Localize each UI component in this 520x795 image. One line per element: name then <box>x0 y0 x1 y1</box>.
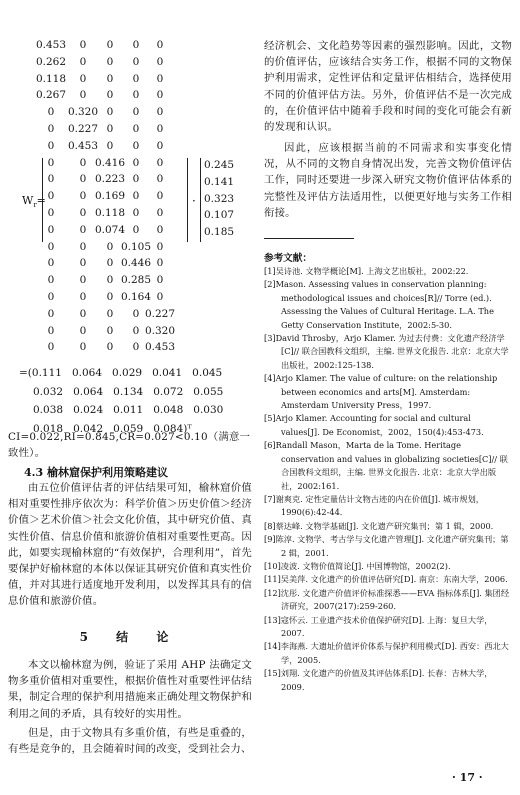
reference-item: [8]蔡达峰. 文物学基础[J]. 文化遗产研究集刊；第 1 辑，2000. <box>264 520 494 531</box>
reference-item: [4]Arjo Klamer. The value of culture: on the relationship between economics and arts[M]. Amsterdam: Amsterdam University Press，1997. <box>264 373 498 411</box>
references-title: 参考文献： <box>264 253 312 264</box>
matrix-cell: 0.223 <box>94 173 126 186</box>
matrix-right-bracket <box>187 158 188 242</box>
matrix-cell: 0 <box>79 291 87 303</box>
matrix-cell: 0 <box>156 55 164 68</box>
matrix-cell: 0.453 <box>67 139 99 152</box>
matrix-cell: 0.267 <box>35 89 67 102</box>
reference-item: [11]吴美萍. 文化遗产的价值评估研究[D]. 南京：东南大学，2006. <box>264 574 508 585</box>
matrix-cell: 0 <box>79 307 87 320</box>
matrix-cell: 0.105 <box>120 240 152 253</box>
matrix-cell: 0 <box>156 173 164 186</box>
ci-line-cont: 致性）。 <box>8 447 46 460</box>
matrix-cell: 0 <box>156 139 164 152</box>
matrix-cell: 0 <box>106 72 114 85</box>
matrix-cell: 0 <box>132 39 140 51</box>
matrix-cell: 0 <box>106 106 114 119</box>
reference-item: [9]陈淳. 文物学、考古学与文化遗产管理[J]. 文化遗产研究集刊；第 2 辑，2001. <box>264 534 509 558</box>
vector-cell: 0.323 <box>204 192 235 205</box>
result-line: =(0.111 0.064 0.029 0.041 0.045 <box>19 367 223 379</box>
section-5-heading: 5 结 论 <box>79 630 181 644</box>
result-line: 0.038 0.024 0.011 0.048 0.030 <box>33 404 224 416</box>
matrix-cell: 0.227 <box>144 307 176 320</box>
weight-matrix <box>0 0 260 370</box>
matrix-cell: 0 <box>106 324 114 337</box>
matrix-cell: 0 <box>79 207 87 219</box>
matrix-cell: 0.227 <box>67 123 99 135</box>
matrix-cell: 0 <box>132 223 140 236</box>
matrix-cell: 0 <box>156 190 164 203</box>
matrix-cell: 0 <box>132 190 140 203</box>
matrix-cell: 0 <box>156 291 164 303</box>
matrix-cell: 0 <box>47 240 55 253</box>
matrix-cell: 0.074 <box>94 223 126 236</box>
matrix-cell: 0 <box>132 324 140 337</box>
matrix-cell: 0 <box>156 89 164 102</box>
matrix-cell: 0 <box>132 55 140 68</box>
matrix-cell: 0 <box>156 240 164 253</box>
matrix-cell: 0 <box>156 207 164 219</box>
matrix-cell: 0 <box>79 324 87 337</box>
reference-item: [2]Mason. Assessing values in conservation planning: methodological issues and choices[R]// Torre (ed.). Assessing the Values of Cultural Heritage. L.A. The Getty Conservation Institute，2002:5-30. <box>264 279 494 330</box>
matrix-cell: 0 <box>156 106 164 119</box>
matrix-cell: 0 <box>156 274 164 287</box>
reference-item: [13]寇怀云. 工业遗产技术价值保护研究[D]. 上海：复旦大学，2007. <box>264 614 493 638</box>
matrix-cell: 0 <box>47 139 55 152</box>
matrix-cell: 0 <box>156 39 164 51</box>
matrix-cell: 0 <box>156 123 164 135</box>
matrix-cell: 0 <box>79 173 87 186</box>
page-number: · 17 · <box>452 771 483 784</box>
matrix-cell: 0 <box>79 274 87 287</box>
consistency-check <box>8 429 258 461</box>
matrix-cell: 0 <box>132 139 140 152</box>
matrix-cell: 0.118 <box>35 72 67 85</box>
matrix-cell: 0 <box>132 156 140 169</box>
matrix-cell: 0 <box>132 72 140 85</box>
matrix-cell: 0 <box>47 106 55 119</box>
references-list <box>264 265 512 694</box>
reference-item: [15]刘翔. 文化遗产的价值及其评估体系[D]. 长春：吉林大学，2009. <box>264 668 493 692</box>
result-vector <box>19 364 223 438</box>
vector-cell: 0.185 <box>204 226 235 239</box>
matrix-cell: 0 <box>47 223 55 236</box>
matrix-cell: 0 <box>47 190 55 203</box>
matrix-cell: 0 <box>47 324 55 337</box>
section-4-3-heading: 4.3 榆林窟保护利用策略建议 <box>24 466 168 479</box>
matrix-cell: 0.416 <box>94 156 126 169</box>
matrix-cell: 0.164 <box>120 291 152 303</box>
matrix-cell: 0 <box>47 274 55 287</box>
section-4-3-paragraph: 由五位价值评估者的评估结果可知，榆林窟价值相对重要性排序依次为：科学价值＞历史价值＞经济价值＞艺术价值＞社会文化价值，其中研究价值、真实性价值、信息价值和旅游价值相对重要性更高。因此，如要实现榆林窟的“有效保护，合理利用”，首先要保护好榆林窟的本体以保证其研究价值和真实性价值，并对其进行适度地开发利用，以发挥其具有的信息价值和旅游价值。 <box>8 482 253 608</box>
matrix-cell: 0.118 <box>94 207 126 219</box>
reference-item: [5]Arjo Klamer. Accounting for social and cultural values[J]. De Economist，2002，150(4):453-473. <box>264 413 484 437</box>
matrix-cell: 0.169 <box>94 190 126 203</box>
matrix-cell: 0 <box>156 72 164 85</box>
matrix-cell: 0.320 <box>67 106 99 119</box>
references-divider <box>264 238 354 239</box>
matrix-cell: 0 <box>79 156 87 169</box>
matrix-cell: 0 <box>106 307 114 320</box>
matrix-cell: 0 <box>47 156 55 169</box>
matrix-cell: 0 <box>79 89 87 102</box>
matrix-cell: 0 <box>106 123 114 135</box>
right-paragraph-1: 经济机会、文化趋势等因素的强烈影响。因此，文物的价值评估，应该结合实务工作，根据不同的文物保护利用需求，定性评估和定量评估相结合，选择使用不同的价值评估方法。另外，价值评估不是一次完成的，在价值评估中随着手段和时间的变化可能会有新的发现和认识。 <box>264 40 512 134</box>
matrix-cell: 0 <box>132 106 140 119</box>
matrix-cell: 0 <box>47 291 55 303</box>
matrix-cell: 0 <box>79 223 87 236</box>
vector-cell: 0.141 <box>204 175 235 188</box>
reference-item: [14]李海燕. 大遗址价值评价体系与保护利用模式[D]. 西安：西北大学，2005. <box>264 641 509 665</box>
reference-item: [6]Randall Mason，Marta de la Tome. Heritage conservation and values in globalizing societies[C]// 联合国教科文组织，主编. 世界文化报告. 北京：北京大学出版社，2002:161. <box>264 440 508 491</box>
dot-operator: · <box>192 194 196 208</box>
vector-left-bracket <box>200 158 201 242</box>
matrix-cell: 0 <box>156 156 164 169</box>
matrix-cell: 0 <box>106 240 114 253</box>
matrix-cell: 0.285 <box>120 274 152 287</box>
matrix-cell: 0 <box>132 307 140 320</box>
conclusion-paragraph-2: 但是，由于文物具有多重价值，有些是重叠的，有些是竞争的，且会随着时间的改变，受到社会力、 <box>8 727 252 756</box>
matrix-cell: 0 <box>106 274 114 287</box>
matrix-cell: 0 <box>79 240 87 253</box>
reference-item: [10]凌波. 文物价值简论[J]. 中国博物馆，2002(2). <box>264 560 451 571</box>
matrix-cell: 0 <box>156 257 164 270</box>
matrix-cell: 0 <box>79 190 87 203</box>
reference-item: [7]谢爽克. 定性定量估计文物古迹的内在价值[J]. 城市规划，1990(6):42-44. <box>264 493 484 518</box>
matrix-cell: 0.453 <box>144 341 176 354</box>
right-paragraph-2: 因此，应该根据当前的不同需求和实事变化情况，从不同的文物自身情况出发，完善文物价值评估工作，同时还要进一步深入研究文物价值评估体系的完整性及评估方法适用性，以便更好地与实务工作相衔接。 <box>264 142 512 219</box>
matrix-cell: 0 <box>79 39 87 51</box>
matrix-cell: 0 <box>132 89 140 102</box>
matrix-cell: 0.320 <box>144 324 176 337</box>
matrix-cell: 0 <box>156 223 164 236</box>
matrix-cell: 0 <box>47 307 55 320</box>
vector-cell: 0.107 <box>204 209 235 222</box>
vector-cell: 0.245 <box>204 159 235 171</box>
matrix-cell: 0 <box>47 341 55 354</box>
matrix-cell: 0 <box>79 257 87 270</box>
matrix-cell: 0.446 <box>120 257 152 270</box>
matrix-label: $W_r=$ <box>22 194 46 210</box>
matrix-cell: 0 <box>47 207 55 219</box>
matrix-cell: 0 <box>132 123 140 135</box>
reference-item: [12]沈彤. 文化遗产价值评价标准探悉——EVA 指标体系[J]. 集团经济研究，2007(217):259-260. <box>264 587 510 612</box>
reference-item: [1]吴诗池. 文物学概论[M]. 上海文艺出版社，2002:22. <box>264 266 469 276</box>
matrix-cell: 0 <box>106 89 114 102</box>
matrix-cell: 0 <box>106 55 114 68</box>
ci-line: CI=0.022,RI=0.845,CR=0.027<0.10（满意一 <box>8 431 251 443</box>
matrix-cell: 0 <box>47 123 55 135</box>
matrix-cell: 0 <box>106 291 114 303</box>
matrix-cell: 0 <box>47 257 55 270</box>
matrix-cell: 0 <box>106 257 114 270</box>
matrix-cell: 0 <box>132 207 140 219</box>
matrix-cell: 0 <box>132 173 140 186</box>
result-line: 0.032 0.064 0.134 0.072 0.055 <box>33 385 224 398</box>
matrix-cell: 0 <box>79 55 87 68</box>
matrix-cell: 0 <box>106 139 114 152</box>
conclusion-paragraph-1: 本文以榆林窟为例，验证了采用 AHP 法确定文物多重价值相对重要性，根据价值性对重要性评估结果，制定合理的保护利用措施来正确处理文物保护和利用之间的矛盾，具有较好的实用性。 <box>8 659 252 720</box>
matrix-cell: 0 <box>79 72 87 85</box>
matrix-cell: 0 <box>79 341 87 354</box>
matrix-cell: 0.262 <box>35 55 67 68</box>
result-line: 0.018 0.042 0.059 0.084)ᵀ <box>33 422 192 435</box>
matrix-cell: 0 <box>132 341 140 354</box>
matrix-cell: 0 <box>106 39 114 51</box>
matrix-cell: 0.453 <box>35 39 67 51</box>
reference-item: [3]David Throsby，Arjo Klamer. 为过去付费：文化遗产经济学[C]// 联合国教科文组织，主编. 世界文化报告. 北京：北京大学出版社，2002:125-138. <box>264 333 509 370</box>
matrix-cell: 0 <box>47 173 55 186</box>
matrix-left-bracket <box>42 158 43 242</box>
matrix-cell: 0 <box>106 341 114 354</box>
